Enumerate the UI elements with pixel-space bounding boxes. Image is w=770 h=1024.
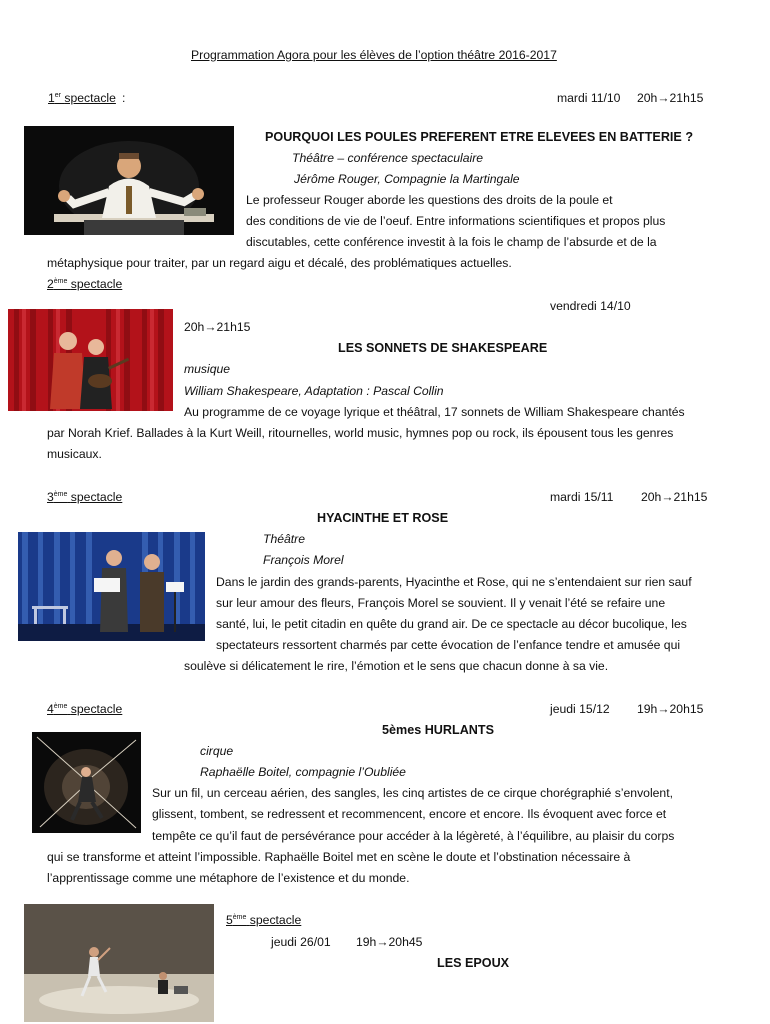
show-3-label: spectacle bbox=[70, 490, 123, 504]
show-3-desc-line: spectateurs ressortent charmés par cette évocation de l’enfance tendre et amusée qui bbox=[216, 638, 681, 652]
show-2-desc-line: musicaux. bbox=[47, 447, 102, 461]
show-5-ordinal: ème bbox=[232, 914, 247, 921]
show-4-genre: cirque bbox=[200, 744, 234, 758]
show-3-number: 3 bbox=[47, 490, 54, 504]
show-5-label: spectacle bbox=[249, 913, 302, 927]
show-4-heading bbox=[47, 702, 122, 717]
show-1-title: POURQUOI LES POULES PREFERENT ETRE ELEVEES EN BATTERIE ? bbox=[265, 130, 694, 144]
show-2-author: William Shakespeare, Adaptation : Pascal Collin bbox=[184, 384, 444, 398]
show-3-author: François Morel bbox=[263, 553, 344, 567]
show-2-desc-line: Au programme de ce voyage lyrique et théâtral, 17 sonnets de William Shakespeare chantés bbox=[184, 405, 685, 419]
show-3-desc-line: santé, lui, le petit citadin en quête du grand air. De ce spectacle au décor bucolique, les bbox=[216, 617, 687, 631]
show-1-desc-line: métaphysique pour traiter, par un regard aigu et décalé, des problématiques actuelles. bbox=[47, 256, 512, 270]
show-2-heading bbox=[47, 277, 122, 292]
show-4-desc-line: tempête ce qu’il faut de persévérance pour accéder à la légèreté, à l’équilibre, au plaisir du corps bbox=[152, 829, 675, 843]
show-4-label: spectacle bbox=[70, 702, 123, 716]
show-5-time: 19h→20h45 bbox=[356, 935, 423, 949]
show-2-date: vendredi 14/10 bbox=[550, 299, 631, 313]
show-2-time: 20h→21h15 bbox=[184, 320, 251, 334]
show-5-title: LES EPOUX bbox=[437, 956, 510, 970]
show-4-desc-line: glissent, tombent, se redressent et recommencent, encore et encore. Ils évoquent avec force et bbox=[152, 807, 667, 821]
show-1-heading bbox=[48, 91, 116, 106]
show-2-title: LES SONNETS DE SHAKESPEARE bbox=[338, 341, 548, 355]
show-5-heading bbox=[226, 913, 301, 928]
show-4-ordinal: ème bbox=[53, 703, 68, 710]
show-4-time: 19h→20h15 bbox=[637, 702, 704, 716]
show-2-label: spectacle bbox=[70, 277, 123, 291]
show-1-photo bbox=[24, 126, 234, 235]
show-3-photo bbox=[18, 532, 205, 641]
show-5-date: jeudi 26/01 bbox=[271, 935, 331, 949]
show-4-desc-line: qui se transforme et atteint l’impossible. Raphaëlle Boitel met en scène le doute et l’obstination nécessaire à bbox=[47, 850, 631, 864]
show-3-ordinal: ème bbox=[53, 491, 68, 498]
show-2-genre: musique bbox=[184, 362, 231, 376]
show-5-photo bbox=[24, 904, 214, 1022]
show-3-date: mardi 15/11 bbox=[550, 490, 614, 504]
show-1-desc-line: discutables, cette conférence investit à la fois le champ de l’absurde et de la bbox=[246, 235, 657, 249]
show-3-genre: Théâtre bbox=[263, 532, 306, 546]
show-3-time: 20h→21h15 bbox=[641, 490, 708, 504]
show-4-desc-line: l’apprentissage comme une métaphore de l’existence et du monde. bbox=[47, 871, 410, 885]
show-4-number: 4 bbox=[47, 702, 54, 716]
show-2-ordinal: ème bbox=[53, 278, 68, 285]
show-1-colon: : bbox=[122, 91, 126, 105]
show-1-ordinal: er bbox=[54, 92, 62, 99]
show-4-desc-line: Sur un fil, un cerceau aérien, des sangles, les cinq artistes de ce cirque chorégraphié s’envolent, bbox=[152, 786, 673, 800]
show-3-title: HYACINTHE ET ROSE bbox=[317, 511, 449, 525]
show-1-desc-line: Le professeur Rouger aborde les questions des droits de la poule et bbox=[246, 193, 613, 207]
document-title: Programmation Agora pour les élèves de l’option théâtre 2016-2017 bbox=[191, 48, 557, 62]
show-1-time: 20h→21h15 bbox=[637, 91, 704, 105]
show-1-number: 1 bbox=[48, 91, 55, 105]
show-3-desc-line: soulève si délicatement le rire, l’émotion et le sens que chacun donne à sa vie. bbox=[184, 659, 609, 673]
show-1-genre: Théâtre – conférence spectaculaire bbox=[292, 151, 484, 165]
show-4-title: 5èmes HURLANTS bbox=[382, 723, 494, 737]
show-5-number: 5 bbox=[226, 913, 233, 927]
show-3-desc-line: Dans le jardin des grands-parents, Hyacinthe et Rose, qui ne s’entendaient sur rien sauf bbox=[216, 575, 692, 589]
show-2-photo bbox=[8, 309, 173, 411]
show-1-date: mardi 11/10 bbox=[557, 91, 621, 105]
show-1-author: Jérôme Rouger, Compagnie la Martingale bbox=[294, 172, 520, 186]
show-4-author: Raphaëlle Boitel, compagnie l’Oubliée bbox=[200, 765, 406, 779]
show-2-number: 2 bbox=[47, 277, 54, 291]
show-4-date: jeudi 15/12 bbox=[550, 702, 610, 716]
show-4-photo bbox=[32, 732, 141, 833]
show-3-heading bbox=[47, 490, 122, 505]
show-2-desc-line: par Norah Krief. Ballades à la Kurt Weill, ritournelles, world music, hymnes pop ou rock, ils épousent tous les genres bbox=[47, 426, 674, 440]
show-1-label: spectacle bbox=[64, 91, 116, 105]
show-1-desc-line: des conditions de vie de l’oeuf. Entre informations scientifiques et propos plus bbox=[246, 214, 666, 228]
show-3-desc-line: sur leur amour des fleurs, François Morel se souvient. Il y venait l’été se refaire une bbox=[216, 596, 666, 610]
